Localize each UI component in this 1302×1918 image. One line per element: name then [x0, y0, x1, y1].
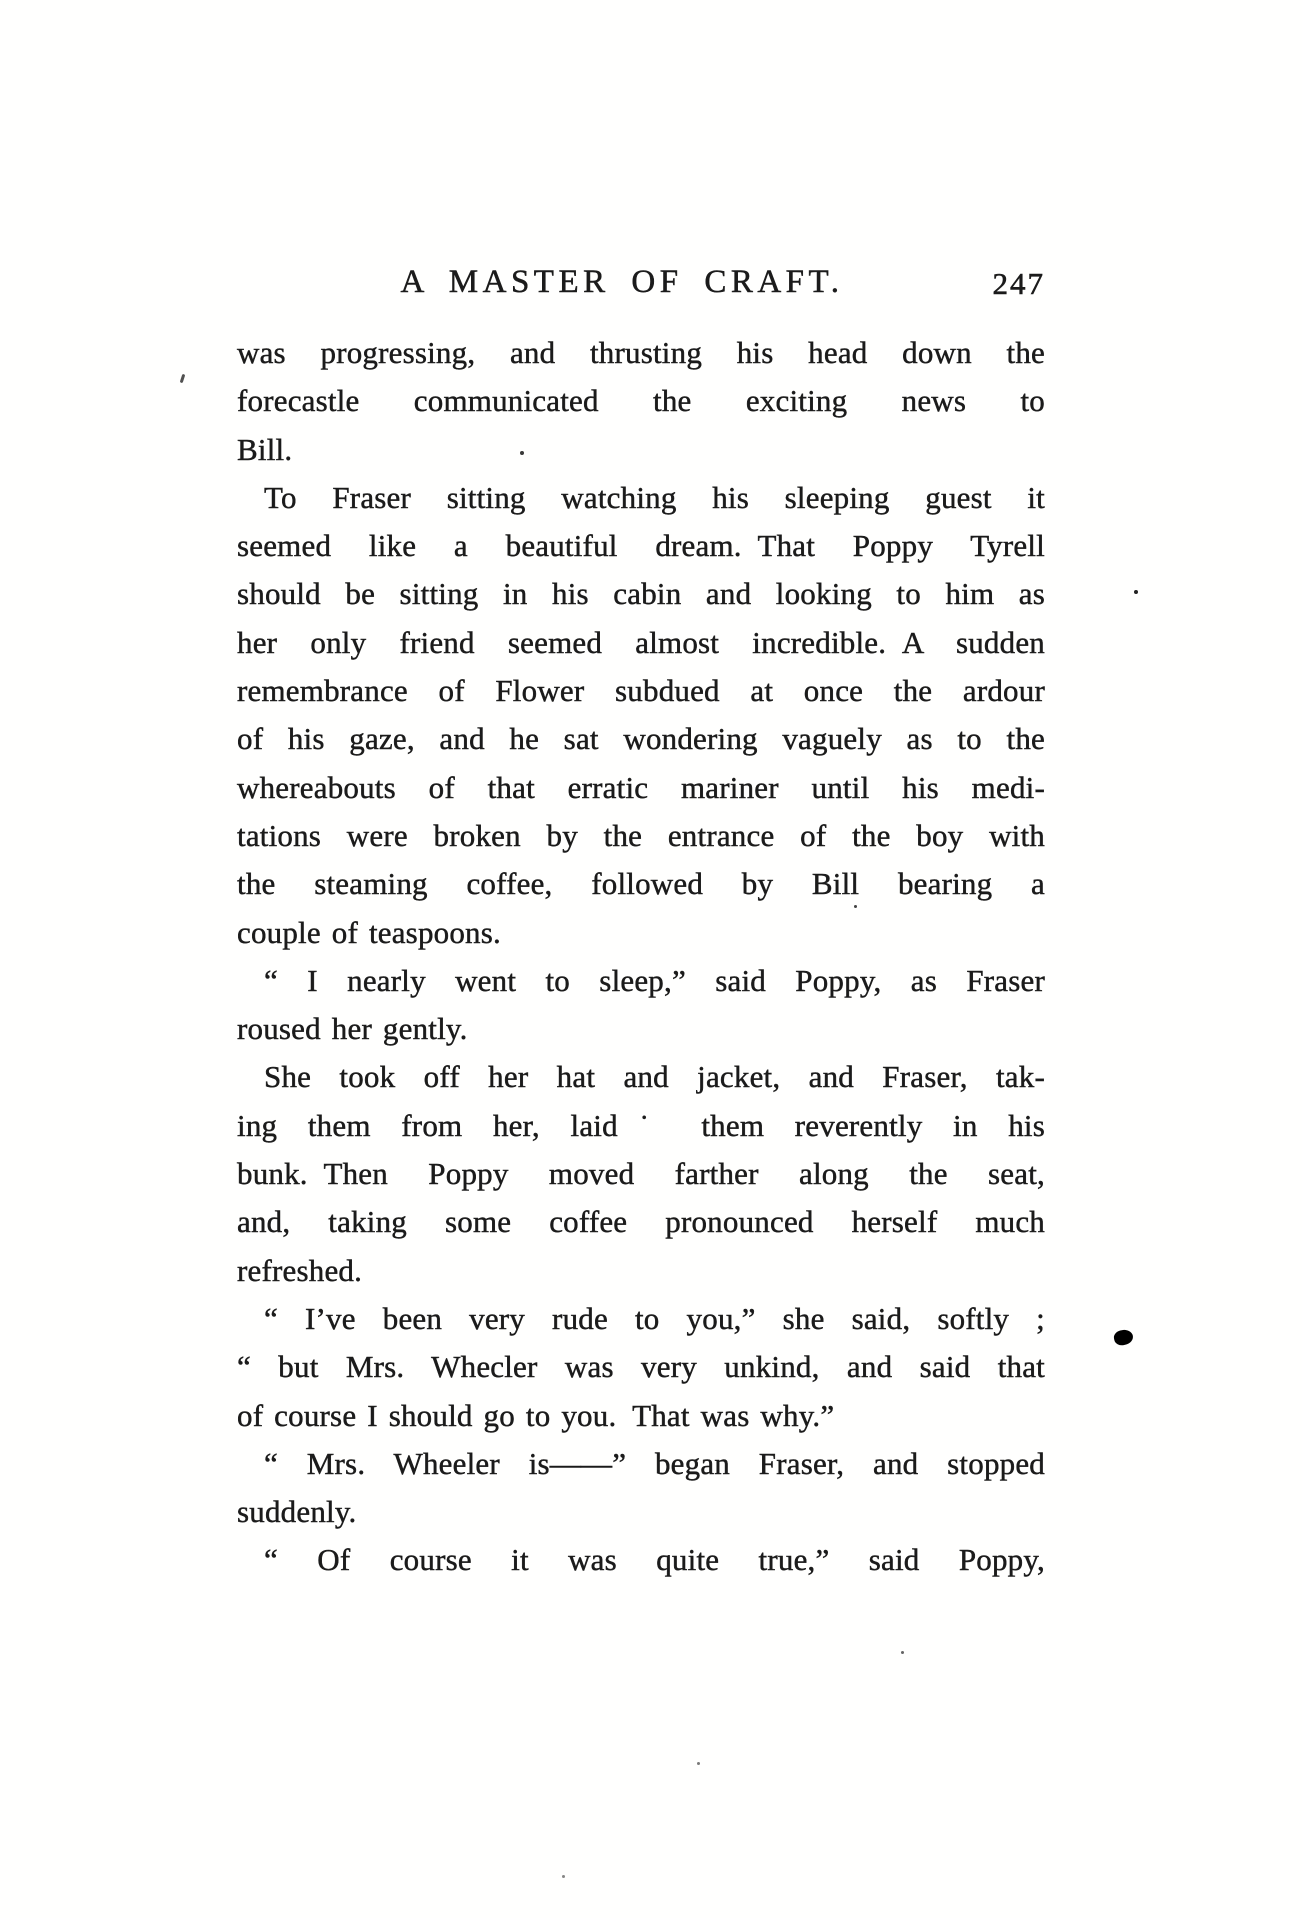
text-line: Bill. — [237, 431, 293, 467]
scan-speck — [562, 1875, 565, 1878]
text-line: forecastle communicated the exciting news to — [237, 383, 1045, 419]
text-line: of his gaze, and he sat wondering vaguely as to the — [237, 721, 1045, 757]
scan-speck — [901, 1651, 904, 1654]
text-line: was progressing, and thrusting his head down the — [237, 335, 1045, 370]
page-number: 247 — [992, 266, 1045, 301]
text-line: couple of teaspoons. — [237, 914, 501, 950]
text-line: of course I should go to you. That was why.” — [237, 1397, 835, 1433]
scan-speck — [854, 905, 857, 908]
text-line: whereabouts of that erratic mariner until his medi- — [237, 769, 1045, 805]
text-line: her only friend seemed almost incredible. A sudden — [237, 624, 1045, 660]
text-line: She took off her hat and jacket, and Fraser, tak- — [264, 1059, 1045, 1095]
text-line: refreshed. — [237, 1252, 363, 1288]
text-line: “ Of course it was quite true,” said Poppy, — [264, 1542, 1045, 1578]
scan-speck — [1134, 590, 1138, 594]
text-line: “ Mrs. Wheeler is——” began Fraser, and stopped — [264, 1445, 1045, 1481]
text-line: remembrance of Flower subdued at once the ardour — [237, 673, 1045, 709]
text-line: suddenly. — [237, 1494, 357, 1530]
scan-speck — [697, 1762, 700, 1765]
text-line: “ but Mrs. Whecler was very unkind, and said that — [237, 1349, 1045, 1385]
text-line: the steaming coffee, followed by Bill bearing a — [237, 866, 1045, 902]
text-line: and, taking some coffee pronounced herself much — [237, 1204, 1045, 1240]
text-line: “ I’ve been very rude to you,” she said, softly ; — [264, 1300, 1045, 1336]
page-text — [237, 329, 1045, 1585]
text-line: bunk. Then Poppy moved farther along the seat, — [237, 1156, 1045, 1192]
scan-speck — [180, 374, 186, 383]
running-header-title: A MASTER OF CRAFT. — [400, 264, 844, 300]
text-line: roused her gently. — [237, 1011, 468, 1047]
text-line: should be sitting in his cabin and looking to him as — [237, 576, 1045, 612]
ink-blot — [1113, 1328, 1135, 1347]
text-line: tations were broken by the entrance of the boy with — [237, 817, 1045, 853]
text-line: To Fraser sitting watching his sleeping guest it — [264, 479, 1045, 515]
scan-speck — [520, 451, 524, 455]
text-line: seemed like a beautiful dream. That Poppy Tyrell — [237, 528, 1045, 564]
text-line: ing them from her, laid˙ them reverently in his — [237, 1107, 1045, 1143]
text-line: “ I nearly went to sleep,” said Poppy, as Fraser — [264, 962, 1045, 998]
